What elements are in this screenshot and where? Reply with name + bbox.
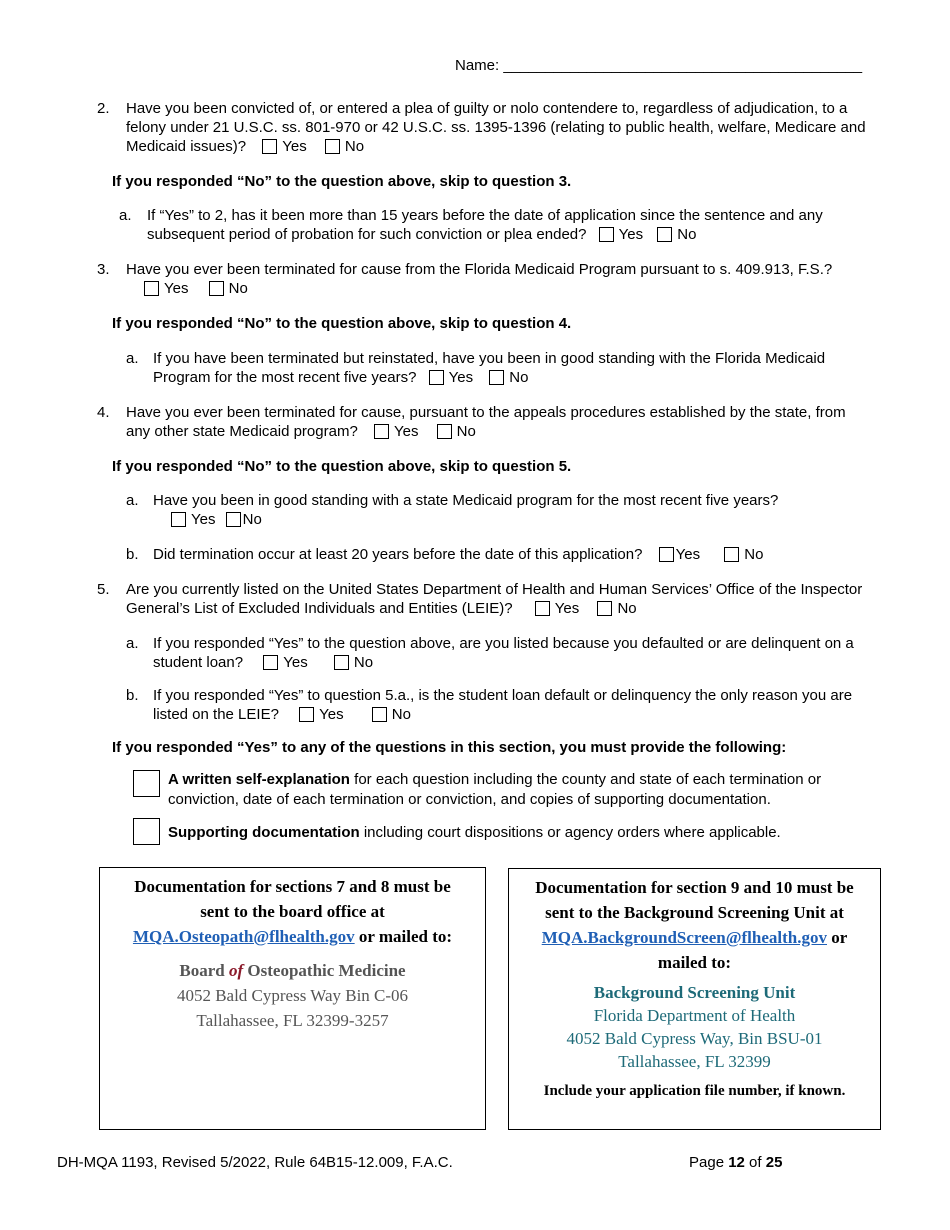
name-label: Name:	[455, 57, 500, 74]
q4a-text-line1: Have you been in good standing with a state Medicaid program for the most recent five years?	[153, 492, 779, 509]
q5a-letter: a.	[126, 635, 139, 652]
screening-address-line1: 4052 Bald Cypress Way, Bin BSU-01	[566, 1029, 823, 1048]
self-explanation-checkbox[interactable]	[133, 770, 160, 797]
screening-unit-name: Background Screening Unit	[593, 983, 796, 1002]
q3a-text-line2: Program for the most recent five years? Yes No	[153, 369, 529, 386]
q2a-letter: a.	[119, 207, 132, 224]
q4a-no-option[interactable]: No	[226, 510, 262, 529]
board-address-line1: 4052 Bald Cypress Way Bin C-06	[176, 986, 409, 1005]
q3a-yes-option[interactable]: Yes	[429, 368, 473, 387]
q4a-no-checkbox[interactable]	[226, 512, 241, 527]
q4b-no-checkbox[interactable]	[724, 547, 739, 562]
q5a-no-checkbox[interactable]	[334, 655, 349, 670]
q2a-text-line2: subsequent period of probation for such conviction or plea ended? Yes No	[147, 226, 697, 243]
q4-text-line1: Have you ever been terminated for cause, pursuant to the appeals procedures established by the state, from	[126, 404, 846, 421]
q2-text-line2: felony under 21 U.S.C. ss. 801-970 or 42 U.S.C. ss. 1395-1396 (relating to public health, welfare, Medicare and	[126, 119, 866, 136]
q5a-text-line2: student loan? Yes No	[153, 654, 374, 671]
q4-yes-option[interactable]: Yes	[374, 422, 418, 441]
q3a-letter: a.	[126, 350, 139, 367]
q5b-text-line1: If you responded “Yes” to question 5.a., is the student loan default or delinquency the only reason you are	[153, 687, 853, 704]
q4b-letter: b.	[126, 546, 139, 563]
q5a-yes-checkbox[interactable]	[263, 655, 278, 670]
screening-box-line4: mailed to:	[657, 953, 732, 972]
q5b-yes-option[interactable]: Yes	[299, 705, 343, 724]
q4a-options	[171, 510, 262, 529]
q4-no-option[interactable]: No	[437, 422, 476, 441]
board-address-line2: Tallahassee, FL 32399-3257	[196, 1011, 389, 1030]
page-total: 25	[765, 1154, 783, 1171]
supporting-docs-line: Supporting documentation including court dispositions or agency orders where applicable.	[168, 824, 781, 841]
board-office-box	[99, 867, 486, 1130]
screening-box-line1: Documentation for section 9 and 10 must be	[535, 878, 854, 897]
q3-yes-checkbox[interactable]	[144, 281, 159, 296]
q5-yes-checkbox[interactable]	[535, 601, 550, 616]
screening-email-link[interactable]: MQA.BackgroundScreen@flhealth.gov	[541, 928, 827, 947]
screening-box-line3: MQA.BackgroundScreen@flhealth.gov or	[541, 928, 848, 947]
q4-no-checkbox[interactable]	[437, 424, 452, 439]
q5b-no-option[interactable]: No	[372, 705, 411, 724]
q3a-yes-checkbox[interactable]	[429, 370, 444, 385]
self-explanation-line2: conviction, date of each termination or conviction, and copies of supporting documentation.	[168, 791, 771, 808]
screening-box-line2: sent to the Background Screening Unit at	[545, 903, 844, 922]
q2a-text-line1: If “Yes” to 2, has it been more than 15 years before the date of application since the sentence and any	[147, 207, 823, 224]
q4-skip-instruction: If you responded “No” to the question above, skip to question 5.	[112, 458, 572, 475]
q4-text-line2: any other state Medicaid program? Yes No	[126, 423, 476, 440]
supporting-docs-checkbox[interactable]	[133, 818, 160, 845]
name-blank: ___________________________________________	[503, 57, 863, 74]
screening-unit-box	[508, 868, 881, 1130]
q4a-yes-option[interactable]: Yes	[171, 510, 215, 529]
q5-no-option[interactable]: No	[597, 599, 636, 618]
q2-text-line3	[126, 137, 364, 156]
q2-yes-checkbox[interactable]	[262, 139, 277, 154]
name-field[interactable]	[455, 56, 862, 75]
q2-no-option[interactable]: No	[325, 137, 364, 156]
q3-yes-option[interactable]: Yes	[144, 279, 188, 298]
q2a-yes-checkbox[interactable]	[599, 227, 614, 242]
form-identifier: DH-MQA 1193, Revised 5/2022, Rule 64B15-12.009, F.A.C.	[57, 1154, 453, 1171]
q4b-yes-checkbox[interactable]	[659, 547, 674, 562]
q2a-no-option[interactable]: No	[657, 225, 696, 244]
q5-text-line2: General’s List of Excluded Individuals and Entities (LEIE)? Yes No	[126, 600, 637, 617]
q2a-no-checkbox[interactable]	[657, 227, 672, 242]
self-explanation-line1: A written self-explanation for each question including the county and state of each termination or	[168, 771, 822, 788]
requirements-intro: If you responded “Yes” to any of the questions in this section, you must provide the following:	[112, 739, 787, 756]
q5b-yes-checkbox[interactable]	[299, 707, 314, 722]
board-org-of: of	[229, 961, 244, 980]
q3-no-checkbox[interactable]	[209, 281, 224, 296]
q4-yes-checkbox[interactable]	[374, 424, 389, 439]
page-indicator: Page 12 of 25	[689, 1154, 783, 1171]
screening-dept-name: Florida Department of Health	[593, 1006, 796, 1025]
q4b-text-line1: Did termination occur at least 20 years before the date of this application? Yes No	[153, 546, 764, 563]
board-box-line2: sent to the board office at	[200, 902, 385, 921]
q5b-text-line2: listed on the LEIE? Yes No	[153, 706, 411, 723]
q2-no-checkbox[interactable]	[325, 139, 340, 154]
q5a-yes-option[interactable]: Yes	[263, 653, 307, 672]
q5-yes-option[interactable]: Yes	[535, 599, 579, 618]
q5-number: 5.	[97, 581, 110, 598]
q2a-yes-option[interactable]: Yes	[599, 225, 643, 244]
q3-number: 3.	[97, 261, 110, 278]
q4-number: 4.	[97, 404, 110, 421]
board-box-line1: Documentation for sections 7 and 8 must be	[134, 877, 451, 896]
q3-options	[144, 279, 248, 298]
q5b-letter: b.	[126, 687, 139, 704]
q3a-text-line1: If you have been terminated but reinstated, have you been in good standing with the Florida Medicaid	[153, 350, 826, 367]
q3-no-option[interactable]: No	[209, 279, 248, 298]
q4b-yes-option[interactable]: Yes	[659, 545, 700, 564]
q3a-no-option[interactable]: No	[489, 368, 528, 387]
q5a-text-line1: If you responded “Yes” to the question above, are you listed because you defaulted or are delinquent on a	[153, 635, 854, 652]
board-email-link[interactable]: MQA.Osteopath@flhealth.gov	[132, 927, 355, 946]
q4b-no-option[interactable]: No	[724, 545, 763, 564]
board-org-name: Board of Osteopathic Medicine	[179, 961, 406, 980]
q3a-no-checkbox[interactable]	[489, 370, 504, 385]
q2-number: 2.	[97, 100, 110, 117]
q2-yes-option[interactable]: Yes	[262, 137, 306, 156]
q3-text-line1: Have you ever been terminated for cause from the Florida Medicaid Program pursuant to s. 409.913, F.S.?	[126, 261, 833, 278]
q5-no-checkbox[interactable]	[597, 601, 612, 616]
q5b-no-checkbox[interactable]	[372, 707, 387, 722]
q4a-yes-checkbox[interactable]	[171, 512, 186, 527]
q3-skip-instruction: If you responded “No” to the question above, skip to question 4.	[112, 315, 572, 332]
page-number: 12	[728, 1154, 745, 1171]
q2-skip-instruction: If you responded “No” to the question above, skip to question 3.	[112, 173, 572, 190]
q5a-no-option[interactable]: No	[334, 653, 373, 672]
q5-text-line1: Are you currently listed on the United States Department of Health and Human Services’ Office of the Inspector	[126, 581, 863, 598]
screening-address-line2: Tallahassee, FL 32399	[618, 1052, 771, 1071]
q4a-letter: a.	[126, 492, 139, 509]
board-box-line3: MQA.Osteopath@flhealth.gov or mailed to:	[132, 927, 453, 946]
screening-file-number-note: Include your application file number, if known.	[543, 1083, 846, 1099]
q2-text-line3-label: Medicaid issues)?	[126, 138, 247, 155]
q2-text-line1: Have you been convicted of, or entered a plea of guilty or nolo contendere to, regardless of adjudication, to a	[126, 100, 848, 117]
